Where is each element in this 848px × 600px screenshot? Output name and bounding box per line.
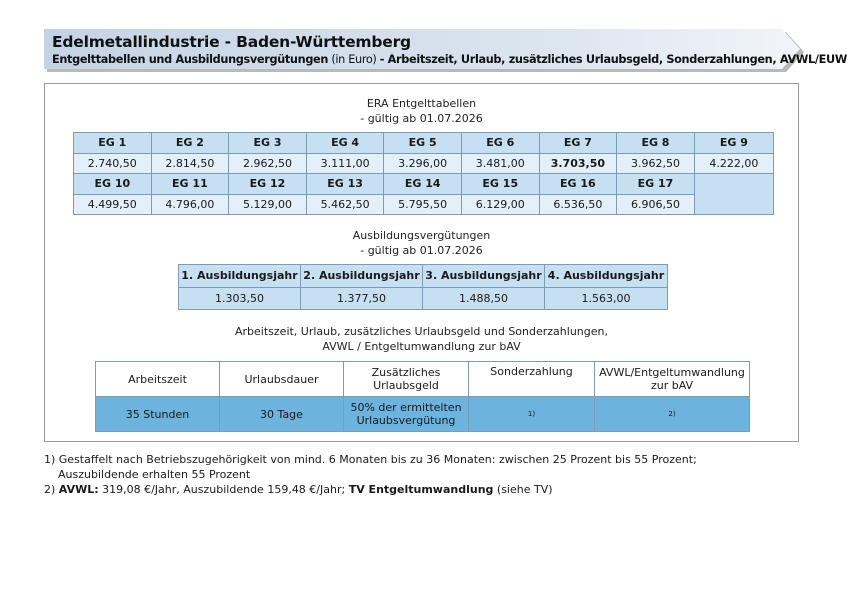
era-header-cell: EG 13 — [306, 174, 384, 195]
era-value-cell: 3.703,50 — [539, 153, 617, 174]
footnote-2: 2) AVWL: 319,08 €/Jahr, Auszubildende 159,48 €/Jahr; TV Entgeltumwandlung (siehe TV) — [44, 483, 553, 496]
footnotes — [44, 452, 697, 497]
footnote-ref-1: 1) — [469, 397, 595, 432]
era-value-cell: 5.129,00 — [229, 194, 307, 215]
era-header-cell: EG 16 — [539, 174, 617, 195]
page-title: Edelmetallindustrie - Baden-Württemberg — [52, 33, 411, 51]
era-value-cell: 3.962,50 — [617, 153, 695, 174]
era-value-cell: 3.481,00 — [461, 153, 539, 174]
era-empty-cell — [694, 174, 773, 215]
era-value-cell: 2.814,50 — [151, 153, 229, 174]
arbeitszeit-caption: Arbeitszeit, Urlaub, zusätzliches Urlaubsgeld und Sonderzahlungen, AVWL / Entgeltumwandlung zur bAV — [235, 325, 608, 353]
era-value-cell: 2.962,50 — [229, 153, 307, 174]
era-value-cell: 5.462,50 — [306, 194, 384, 215]
arbeitszeit-header-cell: Arbeitszeit — [96, 362, 220, 397]
ausbildung-header-cell: 3. Ausbildungsjahr — [423, 265, 545, 288]
era-table — [73, 132, 774, 215]
era-header-row-2 — [74, 174, 774, 195]
ausbildung-table — [178, 264, 668, 310]
era-value-cell: 3.296,00 — [384, 153, 462, 174]
ausbildung-header-cell: 4. Ausbildungsjahr — [545, 265, 668, 288]
ausbildung-value-cell: 1.303,50 — [179, 287, 301, 310]
arbeitszeit-value-row — [96, 397, 750, 432]
arbeitszeit-header-cell: AVWL/Entgeltumwandlung zur bAV — [595, 362, 750, 397]
ausbildung-header-cell: 2. Ausbildungsjahr — [301, 265, 423, 288]
era-header-cell: EG 17 — [617, 174, 695, 195]
ausbildung-value-row — [179, 287, 668, 310]
era-value-cell: 2.740,50 — [74, 153, 152, 174]
era-header-cell: EG 5 — [384, 133, 462, 154]
ausbildung-value-cell: 1.563,00 — [545, 287, 668, 310]
era-header-cell: EG 6 — [461, 133, 539, 154]
footnote-1-continued: Auszubildende erhalten 55 Prozent — [58, 468, 251, 481]
era-header-cell: EG 7 — [539, 133, 617, 154]
era-header-cell: EG 2 — [151, 133, 229, 154]
ausbildung-caption: Ausbildungsvergütungen - gültig ab 01.07.2026 — [352, 229, 491, 257]
era-value-cell: 5.795,50 — [384, 194, 462, 215]
era-header-cell: EG 4 — [306, 133, 384, 154]
ausbildung-value-cell: 1.488,50 — [423, 287, 545, 310]
era-value-row-2 — [74, 194, 774, 215]
arbeitszeit-value-cell: 50% der ermittelten Urlaubsvergütung — [344, 397, 469, 432]
ausbildung-header-row — [179, 265, 668, 288]
arbeitszeit-header-row — [96, 362, 750, 397]
era-header-row-1 — [74, 133, 774, 154]
era-value-cell: 6.129,00 — [461, 194, 539, 215]
arbeitszeit-header-cell: Zusätzliches Urlaubsgeld — [344, 362, 469, 397]
content-frame — [44, 83, 799, 442]
era-value-cell: 4.499,50 — [74, 194, 152, 215]
ausbildung-header-cell: 1. Ausbildungsjahr — [179, 265, 301, 288]
era-header-cell: EG 3 — [229, 133, 307, 154]
era-value-cell: 6.906,50 — [617, 194, 695, 215]
era-value-row-1 — [74, 153, 774, 174]
era-header-cell: EG 15 — [461, 174, 539, 195]
era-header-cell: EG 1 — [74, 133, 152, 154]
era-value-cell: 3.111,00 — [306, 153, 384, 174]
arbeitszeit-table — [95, 361, 750, 432]
era-value-cell: 4.796,00 — [151, 194, 229, 215]
era-value-cell: 6.536,50 — [539, 194, 617, 215]
arbeitszeit-header-cell: Urlaubsdauer — [220, 362, 344, 397]
era-header-cell: EG 14 — [384, 174, 462, 195]
arbeitszeit-value-cell: 30 Tage — [220, 397, 344, 432]
era-value-cell: 4.222,00 — [694, 153, 773, 174]
ausbildung-value-cell: 1.377,50 — [301, 287, 423, 310]
era-header-cell: EG 10 — [74, 174, 152, 195]
header-banner — [44, 29, 847, 72]
era-caption: ERA Entgelttabellen - gültig ab 01.07.2026 — [360, 97, 483, 125]
era-header-cell: EG 9 — [694, 133, 773, 154]
footnote-ref-2: 2) — [595, 397, 750, 432]
era-header-cell: EG 8 — [617, 133, 695, 154]
footnote-1: 1) Gestaffelt nach Betriebszugehörigkeit von mind. 6 Monaten bis zu 36 Monaten: zwischen 25 Prozent bis 55 Prozent; — [44, 453, 697, 466]
era-header-cell: EG 11 — [151, 174, 229, 195]
arbeitszeit-header-cell: Sonderzahlung — [469, 362, 595, 397]
arbeitszeit-value-cell: 35 Stunden — [96, 397, 220, 432]
page-subtitle: Entgelttabellen und Ausbildungsvergütungen (in Euro) - Arbeitszeit, Urlaub, zusätzliches Urlaubsgeld, Sonderzahlungen, AVWL/EUW — [52, 53, 847, 66]
era-header-cell: EG 12 — [229, 174, 307, 195]
